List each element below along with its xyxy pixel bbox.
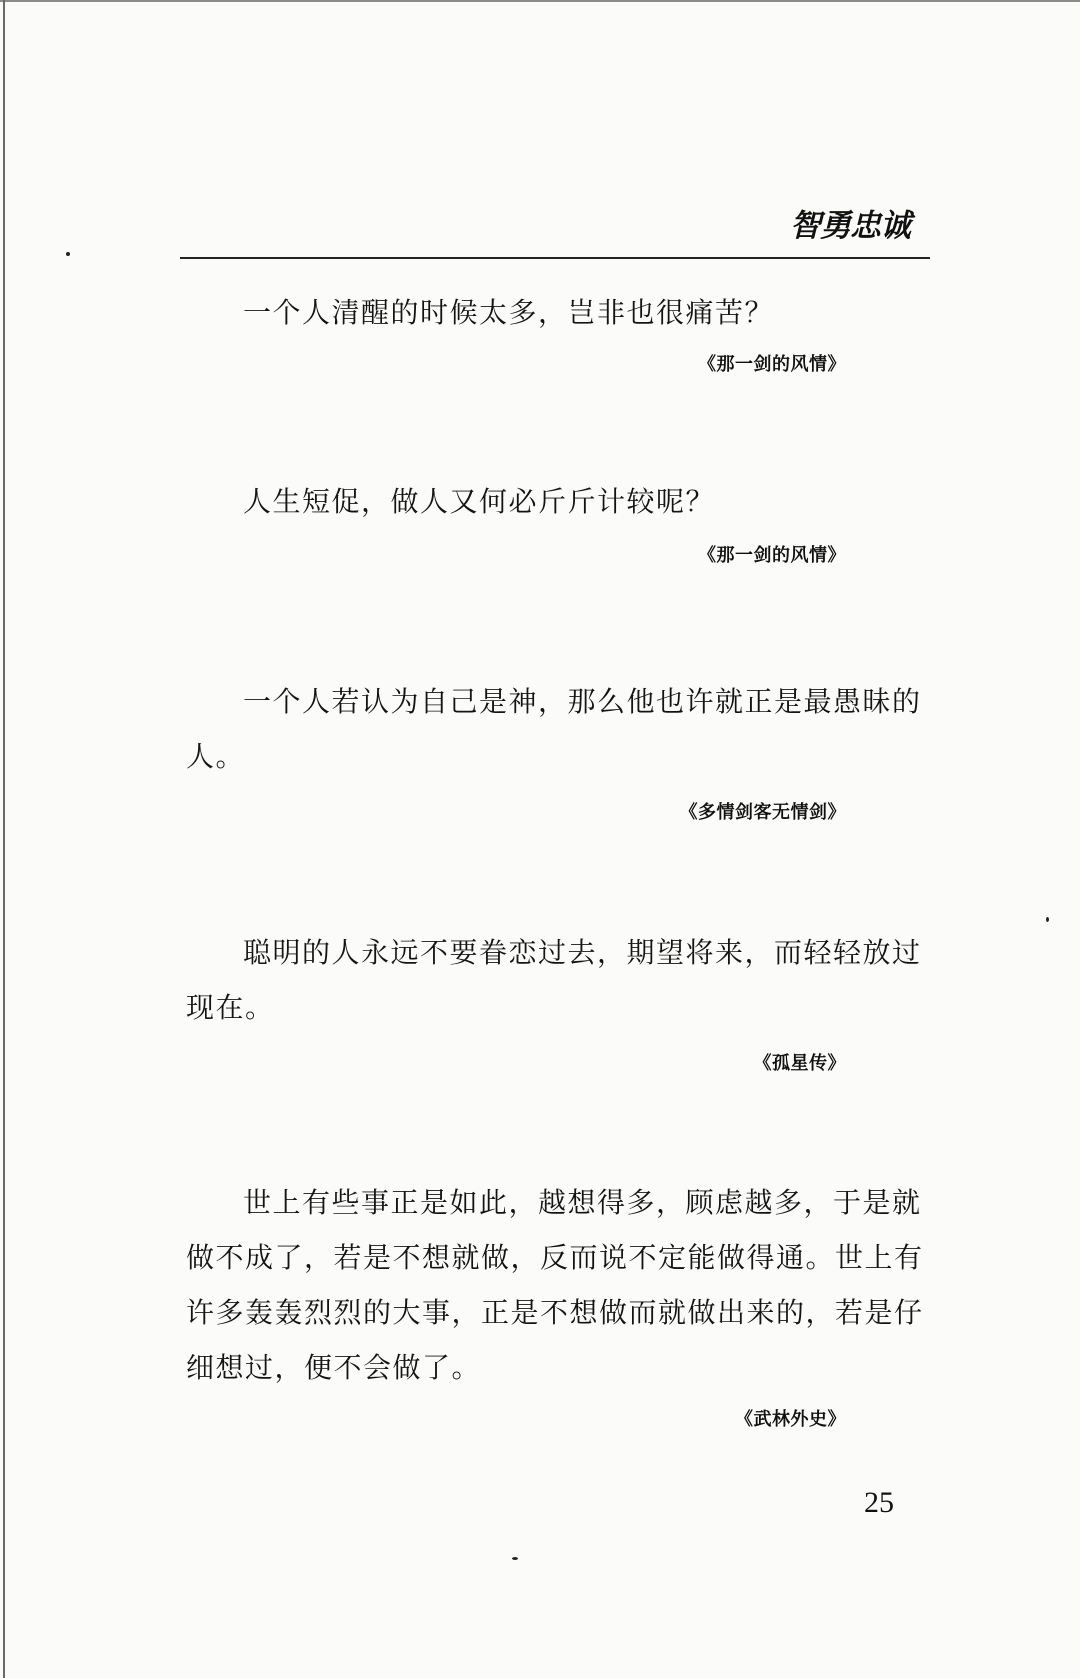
quote-text: 一个人清醒的时候太多，岂非也很痛苦？	[243, 296, 775, 329]
quote-source: 《那一剑的风情》	[698, 354, 846, 375]
quote-source: 《武林外史》	[735, 1409, 846, 1430]
quote-text: 人生短促，做人又何必斤斤计较呢？	[243, 485, 716, 518]
scan-speck	[1046, 917, 1049, 922]
scan-speck	[66, 252, 70, 256]
quote-source: 《多情剑客无情剑》	[679, 802, 846, 823]
page-top-edge	[0, 0, 1080, 2]
quote-source: 《那一剑的风情》	[698, 545, 846, 566]
quote-text: 世上有些事正是如此，越想得多，顾虑越多，于是就做不成了，若是不想就做，反而说不定能做得通。世上有许多轰轰烈烈的大事，正是不想做而就做出来的，若是仔细想过，便不会做了。	[186, 1186, 924, 1384]
page-left-edge	[3, 0, 5, 1678]
running-header-title: 智勇忠诚	[790, 208, 910, 244]
header-rule	[180, 257, 930, 259]
quote-text: 一个人若认为自己是神，那么他也许就正是最愚昧的人。	[186, 685, 922, 773]
quote-source: 《孤星传》	[753, 1053, 846, 1074]
page-number: 25	[864, 1486, 894, 1519]
scan-speck	[512, 1557, 518, 1560]
quote-text: 聪明的人永远不要眷恋过去，期望将来，而轻轻放过现在。	[186, 936, 922, 1024]
